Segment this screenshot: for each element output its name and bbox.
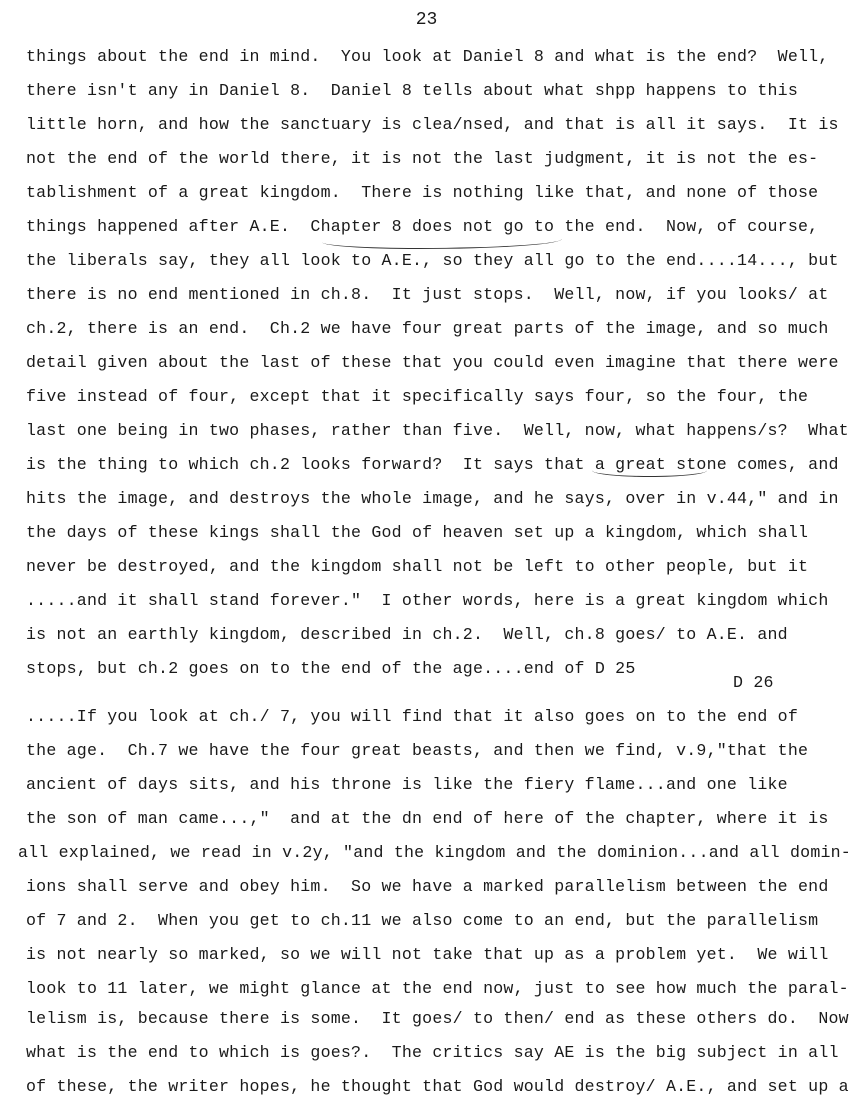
text-line: the age. Ch.7 we have the four great beasts, and then we find, v.9,"that the [26, 741, 809, 760]
text-line: of these, the writer hopes, he thought that God would destroy/ A.E., and set up a [26, 1077, 849, 1096]
text-line: things happened after A.E. Chapter 8 does not go to the end. Now, of course, [26, 217, 819, 236]
text-line: ions shall serve and obey him. So we have a marked parallelism between the end [26, 877, 829, 896]
text-line: stops, but ch.2 goes on to the end of the age....end of D 25 [26, 659, 636, 678]
text-line: .....and it shall stand forever." I other words, here is a great kingdom which [26, 591, 829, 610]
text-line: is not nearly so marked, so we will not take that up as a problem yet. We will [26, 945, 829, 964]
text-line: not the end of the world there, it is not the last judgment, it is not the es- [26, 149, 819, 168]
text-line: the liberals say, they all look to A.E., so they all go to the end....14..., but [26, 251, 839, 270]
text-line: is the thing to which ch.2 looks forward? It says that a great stone comes, and [26, 455, 839, 474]
text-line: the days of these kings shall the God of heaven set up a kingdom, which shall [26, 523, 809, 542]
text-line: five instead of four, except that it specifically says four, so the four, the [26, 387, 809, 406]
pen-underline [592, 464, 707, 477]
text-line: what is the end to which is goes?. The critics say AE is the big subject in all [26, 1043, 839, 1062]
text-line: hits the image, and destroys the whole image, and he says, over in v.44," and in [26, 489, 839, 508]
text-line: lelism is, because there is some. It goes/ to then/ end as these others do. Now [26, 1009, 849, 1028]
page-number: 23 [415, 10, 438, 30]
text-line: there isn't any in Daniel 8. Daniel 8 tells about what shpp happens to this [26, 81, 798, 100]
text-line: look to 11 later, we might glance at the end now, just to see how much the paral- [26, 979, 849, 998]
text-line: ancient of days sits, and his throne is like the fiery flame...and one like [26, 775, 788, 794]
text-line: all explained, we read in v.2y, "and the kingdom and the dominion...and all domin- [18, 843, 851, 862]
text-line: detail given about the last of these that you could even imagine that there were [26, 353, 839, 372]
text-line: is not an earthly kingdom, described in ch.2. Well, ch.8 goes/ to A.E. and [26, 625, 788, 644]
text-line: there is no end mentioned in ch.8. It just stops. Well, now, if you looks/ at [26, 285, 829, 304]
text-line: ch.2, there is an end. Ch.2 we have four great parts of the image, and so much [26, 319, 829, 338]
section-marker: D 26 [733, 673, 774, 692]
text-line: tablishment of a great kingdom. There is nothing like that, and none of those [26, 183, 819, 202]
text-line: of 7 and 2. When you get to ch.11 we also come to an end, but the parallelism [26, 911, 819, 930]
text-line: things about the end in mind. You look at Daniel 8 and what is the end? Well, [26, 47, 829, 66]
text-line: last one being in two phases, rather than five. Well, now, what happens/s? What [26, 421, 849, 440]
text-line: little horn, and how the sanctuary is clea/nsed, and that is all it says. It is [26, 115, 839, 134]
text-line: never be destroyed, and the kingdom shall not be left to other people, but it [26, 557, 809, 576]
text-line: the son of man came...," and at the dn end of here of the chapter, where it is [26, 809, 829, 828]
text-line: .....If you look at ch./ 7, you will find that it also goes on to the end of [26, 707, 798, 726]
pen-underline [322, 232, 562, 249]
